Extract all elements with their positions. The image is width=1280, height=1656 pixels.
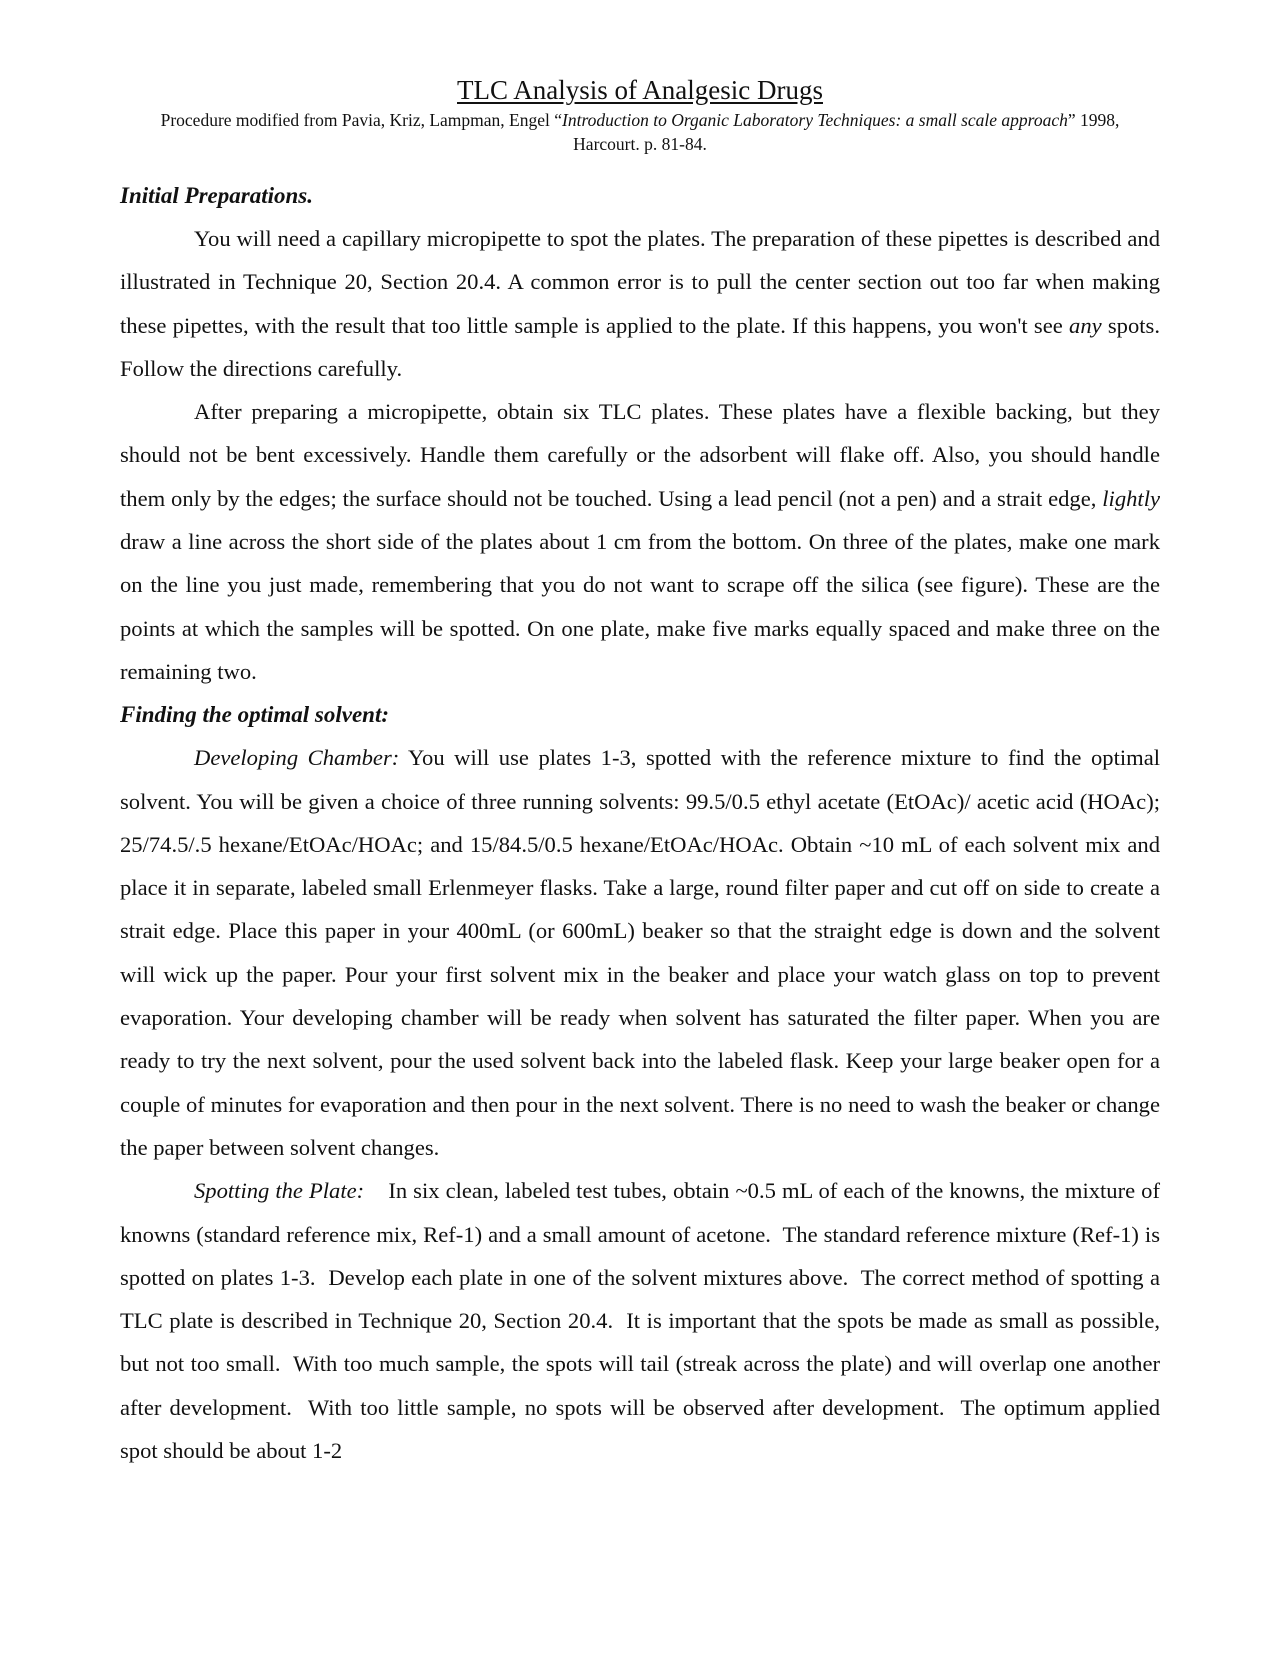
emphasis-text: any <box>1069 312 1102 338</box>
subsection-label: Spotting the Plate: <box>194 1178 365 1204</box>
paragraph-text: In six clean, labeled test tubes, obtain ~0.5 mL of each of the knowns, the mixture of knowns (standard reference mix, Ref-1) and a small amount of acetone. The standard reference mixture (Ref-1) is spotted on plates 1-3. Develop each plate in one of the solvent mixtures above. The correct method of spotting a TLC plate is described in Technique 20, Section 20.4. It is important that the spots be made as small as possible, but not too small. With too much sample, the spots will tail (streak across the plate) and will overlap one another after development. With too little sample, no spots will be observed after development. The optimum applied spot should be about 1-2 <box>120 1178 1166 1464</box>
paragraph-spotting-plate <box>120 1169 1166 1472</box>
paragraph-developing-chamber <box>120 736 1160 1169</box>
paragraph-text: After preparing a micropipette, obtain six TLC plates. These plates have a flexible backing, but they should not be bent excessively. Handle them carefully or the adsorbent will flake off. Also, you should handle them only by the edges; the surface should not be touched. Using a lead pencil (not a pen) and a strait edge, <box>120 399 1160 511</box>
paragraph-text: draw a line across the short side of the plates about 1 cm from the bottom. On three of the plates, make one mark on the line you just made, remembering that you do not want to scrape off the silica (see figure). These are the points at which the samples will be spotted. On one plate, make five marks equally spaced and make three on the remaining two. <box>120 529 1160 684</box>
document-page <box>120 74 1166 1472</box>
section-heading-initial-preparations: Initial Preparations. <box>120 183 313 208</box>
paragraph-tlc-plates <box>120 390 1160 693</box>
subsection-label: Developing Chamber: <box>194 745 400 771</box>
paragraph-micropipette <box>120 217 1160 390</box>
paragraph-text: You will need a capillary micropipette to spot the plates. The preparation of these pipettes is described and illustrated in Technique 20, Section 20.4. A common error is to pull the center section out too far when making these pipettes, with the result that too little sample is applied to the plate. If this happens, you won't see <box>120 226 1160 338</box>
citation-prefix: Procedure modified from Pavia, Kriz, Lampman, Engel “ <box>160 110 562 130</box>
section-heading-optimal-solvent: Finding the optimal solvent: <box>120 702 390 728</box>
citation <box>160 108 1120 156</box>
page-title: TLC Analysis of Analgesic Drugs <box>457 75 823 105</box>
paragraph-text: You will use plates 1-3, spotted with the reference mixture to find the optimal solvent. You will be given a choice of three running solvents: 99.5/0.5 ethyl acetate (EtOAc)/ acetic acid (HOAc); 25/74.5/.5 hexane/EtOAc/HOAc; and 15/84.5/0.5 hexane/EtOAc/HOAc. Obtain ~10 mL of each solvent mix and place it in separate, labeled small Erlenmeyer flasks. Take a large, round filter paper and cut off on side to create a strait edge. Place this paper in your 400mL (or 600mL) beaker so that the straight edge is down and the solvent will wick up the paper. Pour your first solvent mix in the beaker and place your watch glass on top to prevent evaporation. Your developing chamber will be ready when solvent has saturated the filter paper. When you are ready to try the next solvent, pour the used solvent back into the labeled flask. Keep your large beaker open for a couple of minutes for evaporation and then pour in the next solvent. There is no need to wash the beaker or change the paper between solvent changes. <box>120 745 1160 1160</box>
emphasis-text: lightly <box>1102 485 1160 511</box>
paragraph-text: spots. Follow the directions carefully. <box>120 312 1160 381</box>
citation-book-title: Introduction to Organic Laboratory Techniques: a small scale approach <box>562 110 1068 130</box>
citation-suffix: ” 1998, Harcourt. p. 81-84. <box>573 110 1120 154</box>
